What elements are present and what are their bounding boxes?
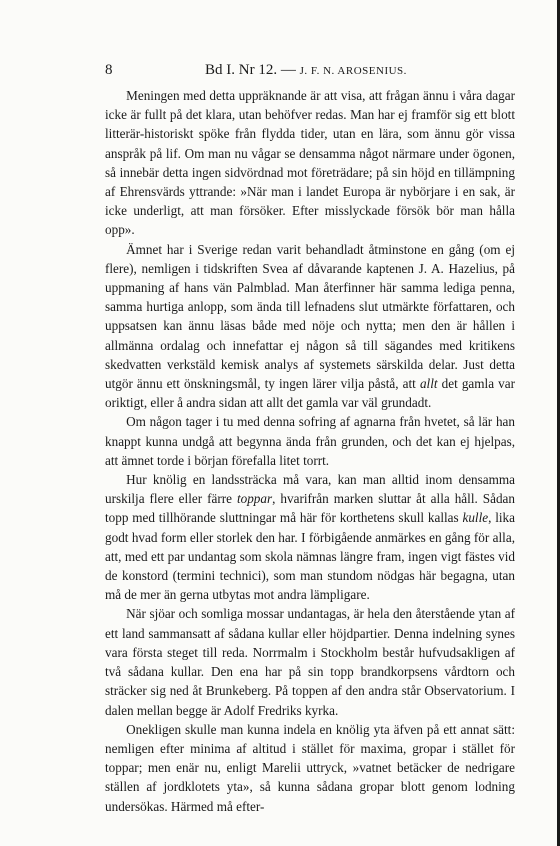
paragraph-text: , lika godt hvad form eller storlek den har. I förbigående anmärkes en gång för alla, att, med ett par undantag som skola nämnas längre fram, ingen vigt fästes vid de konstord (termini technici), som man stundom nödgas här begagna, utan må de mer än gerna utbytas mot andra lämpligare.: [105, 510, 515, 603]
emphasis-kulle: kulle: [462, 510, 489, 526]
author-name: J. F. N. AROSENIUS.: [299, 65, 407, 77]
running-title: [205, 60, 407, 81]
paragraph-text: det gamla var oriktigt, eller å andra sidan att allt det gamla var väl grundadt.: [105, 376, 516, 411]
paragraph-1: [105, 86, 515, 240]
paragraph-text: , hvarifrån marken sluttar åt alla håll. Sådan topp med tillhörande sluttningar må här för korthetens skull kallas: [105, 491, 515, 526]
paragraph-text: Meningen med detta uppräknande är att visa, att frågan ännu i våra dagar icke är fullt på det klara, utan behöfver redas. Man har ej framför sig ett blott litterär-historiskt spöke från flydda tider, utan en lära, som ännu gör vissa anspråk på lif. Om man nu vågar se densamma något närmare under ögonen, så innebär detta ingen sidvördnad mot företrädare; på sin höjd en tillämpning af Ehrensvärds yttrande: »När man i landet Europa är nybörjare i en sak, är icke underligt, att man försöker. Efter misslyckade försök bör man hålla opp».: [105, 88, 515, 238]
body-text: [105, 86, 515, 816]
emphasis-toppar: toppar: [236, 491, 273, 507]
page-number: 8: [105, 62, 113, 78]
running-head: [105, 60, 515, 80]
emphasis-allt: allt: [419, 376, 438, 392]
paragraph-3: [105, 412, 515, 470]
paragraph-text: Ämnet har i Sverige redan varit behandladt åtminstone en gång (om ej flere), nemligen i tidskriften Svea af dåvarande kaptenen J. A. Hazelius, på uppmaning af hans vän Palmblad. Man återfinner här samma lediga penna, samma hurtiga anlopp, som ända till lefnadens slut utmärkte författaren, och uppsatsen kan ännu läsas både med nöje och nytta; men den är hållen i allmänna ordalag och innefattar ej någon så till sägandes med kritikens skedvatten verkstäld kemisk analys af systemets särskilda delar. Just detta utgör ännu ett önskningsmål, ty ingen lärer vilja påstå, att: [105, 241, 515, 392]
paragraph-4: [105, 470, 515, 604]
paragraph-text: När sjöar och somliga mossar undantagas, är hela den återstående ytan af ett land sammansatt af sådana kullar eller höjdpartier. Denna indelning synes vara första steget till reda. Norrmalm i Stockholm består hufvudsakligen af två sådana kullar. Den ena har på sin topp brandkorpsens vårdtorn och sträcker sig ned åt Brunkeberg. På toppen af den andra står Observatorium. I dalen mellan begge är Adolf Fredriks kyrka.: [105, 606, 515, 718]
paragraph-6: [105, 720, 515, 816]
title-dash: —: [280, 62, 296, 78]
volume-issue: Bd I. Nr 12.: [205, 62, 278, 78]
paragraph-text: Hur knölig en landssträcka må vara, kan man alltid inom densamma urskilja flere eller färre: [105, 472, 515, 507]
paragraph-text: Onekligen skulle man kunna indela en knölig yta äfven på ett annat sätt: nemligen efter minima af altitud i stället för maxima, gropar i stället för toppar; men enär nu, enligt Marelii uttryck, »vatnet betäcker de nedrigare ställen af jordklotets yta», så kunna sådana gropar blott genom lodning undersökas. Härmed må efter-: [105, 721, 515, 814]
paragraph-2: [105, 240, 515, 413]
paragraph-text: Om någon tager i tu med denna sofring af agnarna från hvetet, så lär han knappt kunna undgå att begynna ända från grunden, och det kan ej hjelpas, att ämnet torde i början förefalla litet torrt.: [105, 414, 515, 468]
paragraph-5: [105, 604, 515, 719]
